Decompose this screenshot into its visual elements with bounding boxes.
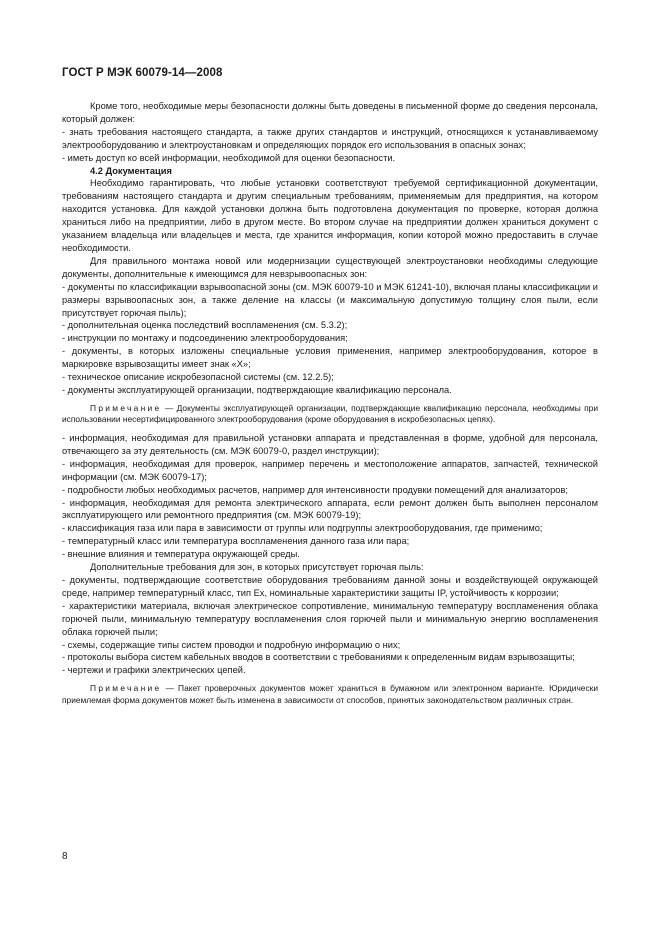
list-item: - иметь доступ ко всей информации, необходимой для оценки безопасности. bbox=[62, 152, 396, 163]
list-item: - дополнительная оценка последствий воспламенения (см. 5.3.2); bbox=[62, 320, 348, 331]
list-item: - протоколы выбора систем кабельных вводов в соответствии с требованиями к определенным видам взрывозащиты; bbox=[62, 652, 575, 663]
list-item: - документы, подтверждающие соответствие оборудования требованиям данной зоны и воздействующей окружающей среде, например температурный класс, тип Ex, номинальные характеристики защиты IP, устойчивость к коррозии; bbox=[62, 575, 598, 598]
list-item: - знать требования настоящего стандарта, а также других стандартов и инструкций, относящихся к устанавливаемому электрооборудованию и электроустановкам и определяющих порядок его использования в опасных зонах; bbox=[62, 126, 598, 150]
list-item: - схемы, содержащие типы систем проводки и подробную информацию о них; bbox=[62, 639, 401, 650]
note-text: — Документы эксплуатирующей организации, подтверждающие квалификацию персонала, необходимы при использовании несертифицированного электрооборудования (кроме оборудования в искробезопасных цепях). bbox=[62, 402, 598, 425]
note bbox=[62, 403, 598, 426]
list-item: - внешние влияния и температура окружающей среды. bbox=[62, 549, 300, 560]
document-code-header: ГОСТ Р МЭК 60079-14—2008 bbox=[62, 67, 223, 79]
list-item: - информация, необходимая для ремонта электрического аппарата, если ремонт должен быть выполнен персоналом эксплуатирующего или ремонтного предприятия (см. МЭК 60079-19); bbox=[62, 497, 598, 521]
list-item: - чертежи и графики электрических цепей. bbox=[62, 665, 246, 676]
paragraph: Кроме того, необходимые меры безопасности должны быть доведены в письменной форме до сведения персонала, который должен: bbox=[62, 101, 598, 124]
list-item: - характеристики материала, включая электрическое сопротивление, минимальную температуру воспламенения облака горючей пыли, минимальную температуру воспламенения слоя горючей пыли и минимальную энергию воспламенения облака горючей пыли; bbox=[62, 600, 598, 637]
list-item: - документы эксплуатирующей организации, подтверждающие квалификацию персонала. bbox=[62, 384, 452, 395]
paragraph: Необходимо гарантировать, что любые установки соответствуют требуемой сертификационной документации, требованиям настоящего стандарта и другим специальным требованиям, применяемым для предприятия, на котором находится установка. Для каждой установки должна быть подготовлена документация по проверке, которая должна храниться либо на предприятии, либо в другом месте. Во втором случае на предприятии должен храниться документ с указанием владельца или владельцев и места, где хранится информация, копии которой можно предоставить в случае необходимости. bbox=[62, 178, 598, 253]
note bbox=[62, 683, 598, 706]
note-label: Примечание bbox=[90, 402, 162, 413]
section-heading: 4.2 Документация bbox=[90, 165, 172, 176]
paragraph: Дополнительные требования для зон, в которых присутствует горючая пыль: bbox=[90, 562, 424, 573]
page-number: 8 bbox=[62, 851, 68, 862]
list-item: - инструкции по монтажу и подсоединению электрооборудования; bbox=[62, 333, 348, 344]
list-item: - информация, необходимая для проверок, например перечень и местоположение аппаратов, запчастей, технической информации (см. МЭК 60079-17); bbox=[62, 458, 598, 482]
list-item: - документы по классификации взрывоопасной зоны (см. МЭК 60079-10 и МЭК 61241-10), включая планы классификации и размеры взрывоопасных зон, а также деление на классы (и максимальную допустимую толщину слоя пыли, если присутствует горючая пыль); bbox=[62, 281, 598, 318]
list-item: - техническое описание искробезопасной системы (см. 12.2.5); bbox=[62, 372, 334, 383]
page-body bbox=[62, 100, 598, 712]
note-text: — Пакет проверочных документов может храниться в бумажном или электронном варианте. Юридически приемлемая форма документов может быть изменена в зависимости от способов, принятых законодательством различных стран. bbox=[62, 683, 598, 705]
paragraph: Для правильного монтажа новой или модернизации существующей электроустановки необходимы следующие документы, дополнительные к имеющимся для невзрывоопасных зон: bbox=[62, 255, 598, 279]
list-item: - температурный класс или температура воспламенения данного газа или пара; bbox=[62, 536, 410, 547]
note-label: Примечание bbox=[90, 683, 162, 694]
list-item: - документы, в которых изложены специальные условия применения, например электрооборудования, которое в маркировке взрывозащиты имеет знак «X»; bbox=[62, 346, 598, 370]
list-item: - информация, необходимая для правильной установки аппарата и представленная в форме, удобной для персонала, отвечающего за эту деятельность (см. МЭК 60079-0, раздел инструкции); bbox=[62, 433, 598, 456]
list-item: - классификация газа или пара в зависимости от группы или подгруппы электрооборудования, где применимо; bbox=[62, 523, 543, 534]
list-item: - подробности любых необходимых расчетов, например для интенсивности продувки помещений для анализаторов; bbox=[62, 484, 568, 495]
